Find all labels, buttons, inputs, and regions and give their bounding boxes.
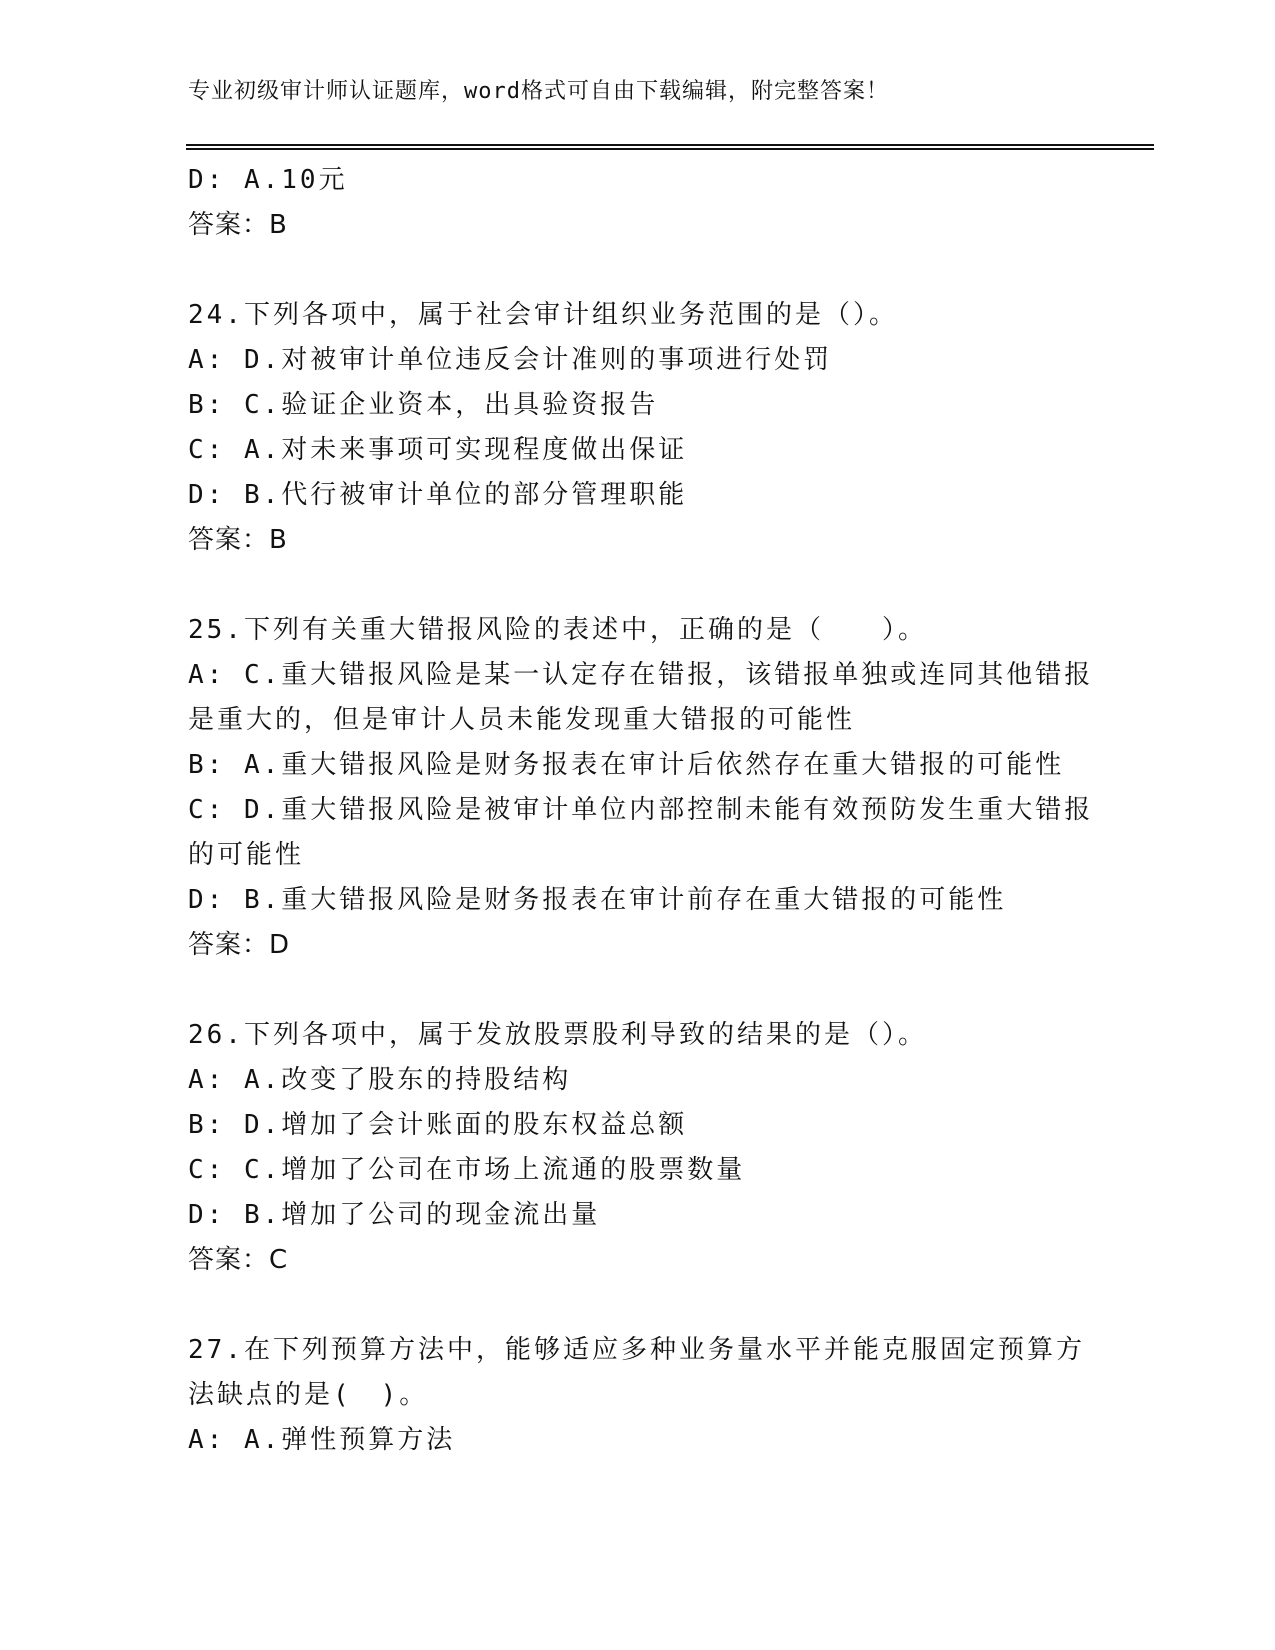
option-a: A: D.对被审计单位违反会计准则的事项进行处罚 — [188, 345, 833, 375]
option-c: C: C.增加了公司在市场上流通的股票数量 — [188, 1155, 746, 1185]
answer: 答案：C — [188, 1245, 289, 1275]
prev-answer: 答案：B — [188, 210, 288, 240]
answer: 答案：B — [188, 525, 288, 555]
option-b: B: A.重大错报风险是财务报表在审计后依然存在重大错报的可能性 — [188, 750, 1065, 780]
page-header: 专业初级审计师认证题库，word格式可自由下载编辑，附完整答案！ — [188, 79, 889, 104]
option-a-continued: 是重大的，但是审计人员未能发现重大错报的可能性 — [188, 705, 856, 735]
header-divider — [186, 144, 1154, 150]
option-b: B: D.增加了会计账面的股东权益总额 — [188, 1110, 688, 1140]
option-d: D: B.重大错报风险是财务报表在审计前存在重大错报的可能性 — [188, 885, 1007, 915]
prev-option-d: D: A.10元 — [188, 165, 348, 195]
option-d: D: B.增加了公司的现金流出量 — [188, 1200, 601, 1230]
option-c: C: A.对未来事项可实现程度做出保证 — [188, 435, 688, 465]
question-stem: 24.下列各项中，属于社会审计组织业务范围的是（）。 — [188, 300, 898, 330]
question-stem: 26.下列各项中，属于发放股票股利导致的结果的是（）。 — [188, 1020, 927, 1050]
document-body — [188, 158, 1094, 1463]
question-25 — [188, 608, 1094, 968]
question-stem-continued: 法缺点的是( )。 — [188, 1380, 429, 1410]
option-d: D: B.代行被审计单位的部分管理职能 — [188, 480, 688, 510]
question-stem: 27.在下列预算方法中，能够适应多种业务量水平并能克服固定预算方 — [188, 1335, 1085, 1365]
question-27 — [188, 1328, 1088, 1463]
option-a: A: A.改变了股东的持股结构 — [188, 1065, 572, 1095]
question-stem: 25.下列有关重大错报风险的表述中，正确的是（ ）。 — [188, 615, 927, 645]
option-c-continued: 的可能性 — [188, 840, 305, 870]
option-a: A: C.重大错报风险是某一认定存在错报，该错报单独或连同其他错报 — [188, 660, 1094, 690]
option-b: B: C.验证企业资本，出具验资报告 — [188, 390, 659, 420]
option-a: A: A.弹性预算方法 — [188, 1425, 456, 1455]
answer: 答案：D — [188, 930, 291, 960]
option-c: C: D.重大错报风险是被审计单位内部控制未能有效预防发生重大错报 — [188, 795, 1094, 825]
question-24 — [188, 293, 1088, 563]
question-26 — [188, 1013, 1088, 1283]
